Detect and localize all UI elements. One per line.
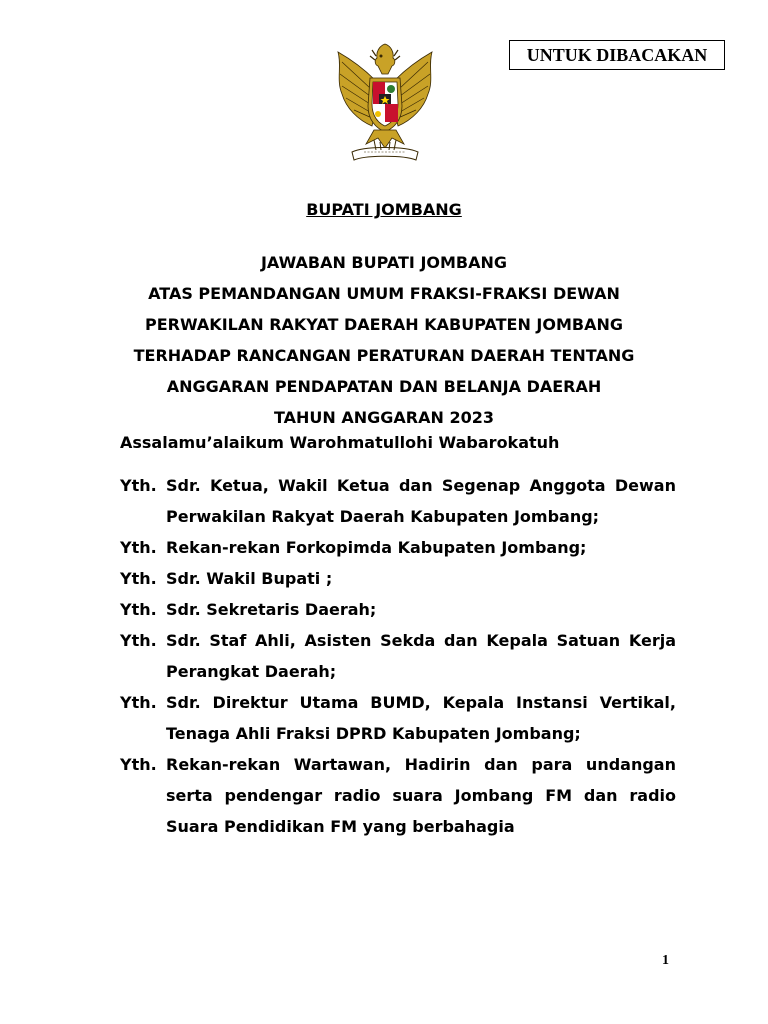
addressee-line: serta pendengar radio suara Jombang FM dan radio [166, 786, 676, 805]
addressee-prefix: Yth. [120, 693, 157, 712]
addressee-prefix: Yth. [120, 538, 157, 557]
addressee-line: Tenaga Ahli Fraksi DPRD Kabupaten Jombang; [166, 724, 581, 743]
addressee-line: Rekan-rekan Forkopimda Kabupaten Jombang; [166, 538, 587, 557]
addressee-line: Sdr. Sekretaris Daerah; [166, 600, 377, 619]
page-number: 1 [662, 953, 669, 968]
addressee-line: Perwakilan Rakyat Daerah Kabupaten Jombang; [166, 507, 600, 526]
greeting: Assalamu’alaikum Warohmatullohi Wabarokatuh [120, 433, 560, 452]
addressee-prefix: Yth. [120, 569, 157, 588]
addressee-prefix: Yth. [120, 631, 157, 650]
office-heading: BUPATI JOMBANG [306, 200, 462, 219]
reading-stamp-box: UNTUK DIBACAKAN [509, 40, 725, 70]
document-title-line: TERHADAP RANCANGAN PERATURAN DAERAH TENTANG [133, 346, 635, 365]
addressee-line: Sdr. Ketua, Wakil Ketua dan Segenap Anggota Dewan [166, 476, 676, 495]
addressee-prefix: Yth. [120, 476, 157, 495]
addressee-line: Sdr. Staf Ahli, Asisten Sekda dan Kepala Satuan Kerja [166, 631, 676, 650]
addressee-line: Suara Pendidikan FM yang berbahagia [166, 817, 515, 836]
document-title-line: ATAS PEMANDANGAN UMUM FRAKSI-FRAKSI DEWAN [148, 284, 620, 303]
garuda-pancasila-emblem-icon [330, 40, 440, 168]
document-title-line: PERWAKILAN RAKYAT DAERAH KABUPATEN JOMBANG [145, 315, 623, 334]
document-title-line: ANGGARAN PENDAPATAN DAN BELANJA DAERAH [166, 377, 602, 396]
addressee-line: Perangkat Daerah; [166, 662, 337, 681]
addressee-line: Rekan-rekan Wartawan, Hadirin dan para undangan [166, 755, 676, 774]
addressee-prefix: Yth. [120, 600, 157, 619]
addressee-line: Sdr. Direktur Utama BUMD, Kepala Instansi Vertikal, [166, 693, 676, 712]
addressee-line: Sdr. Wakil Bupati ; [166, 569, 333, 588]
document-title-line: TAHUN ANGGARAN 2023 [273, 408, 494, 427]
document-title-line: JAWABAN BUPATI JOMBANG [260, 253, 508, 272]
addressee-prefix: Yth. [120, 755, 157, 774]
